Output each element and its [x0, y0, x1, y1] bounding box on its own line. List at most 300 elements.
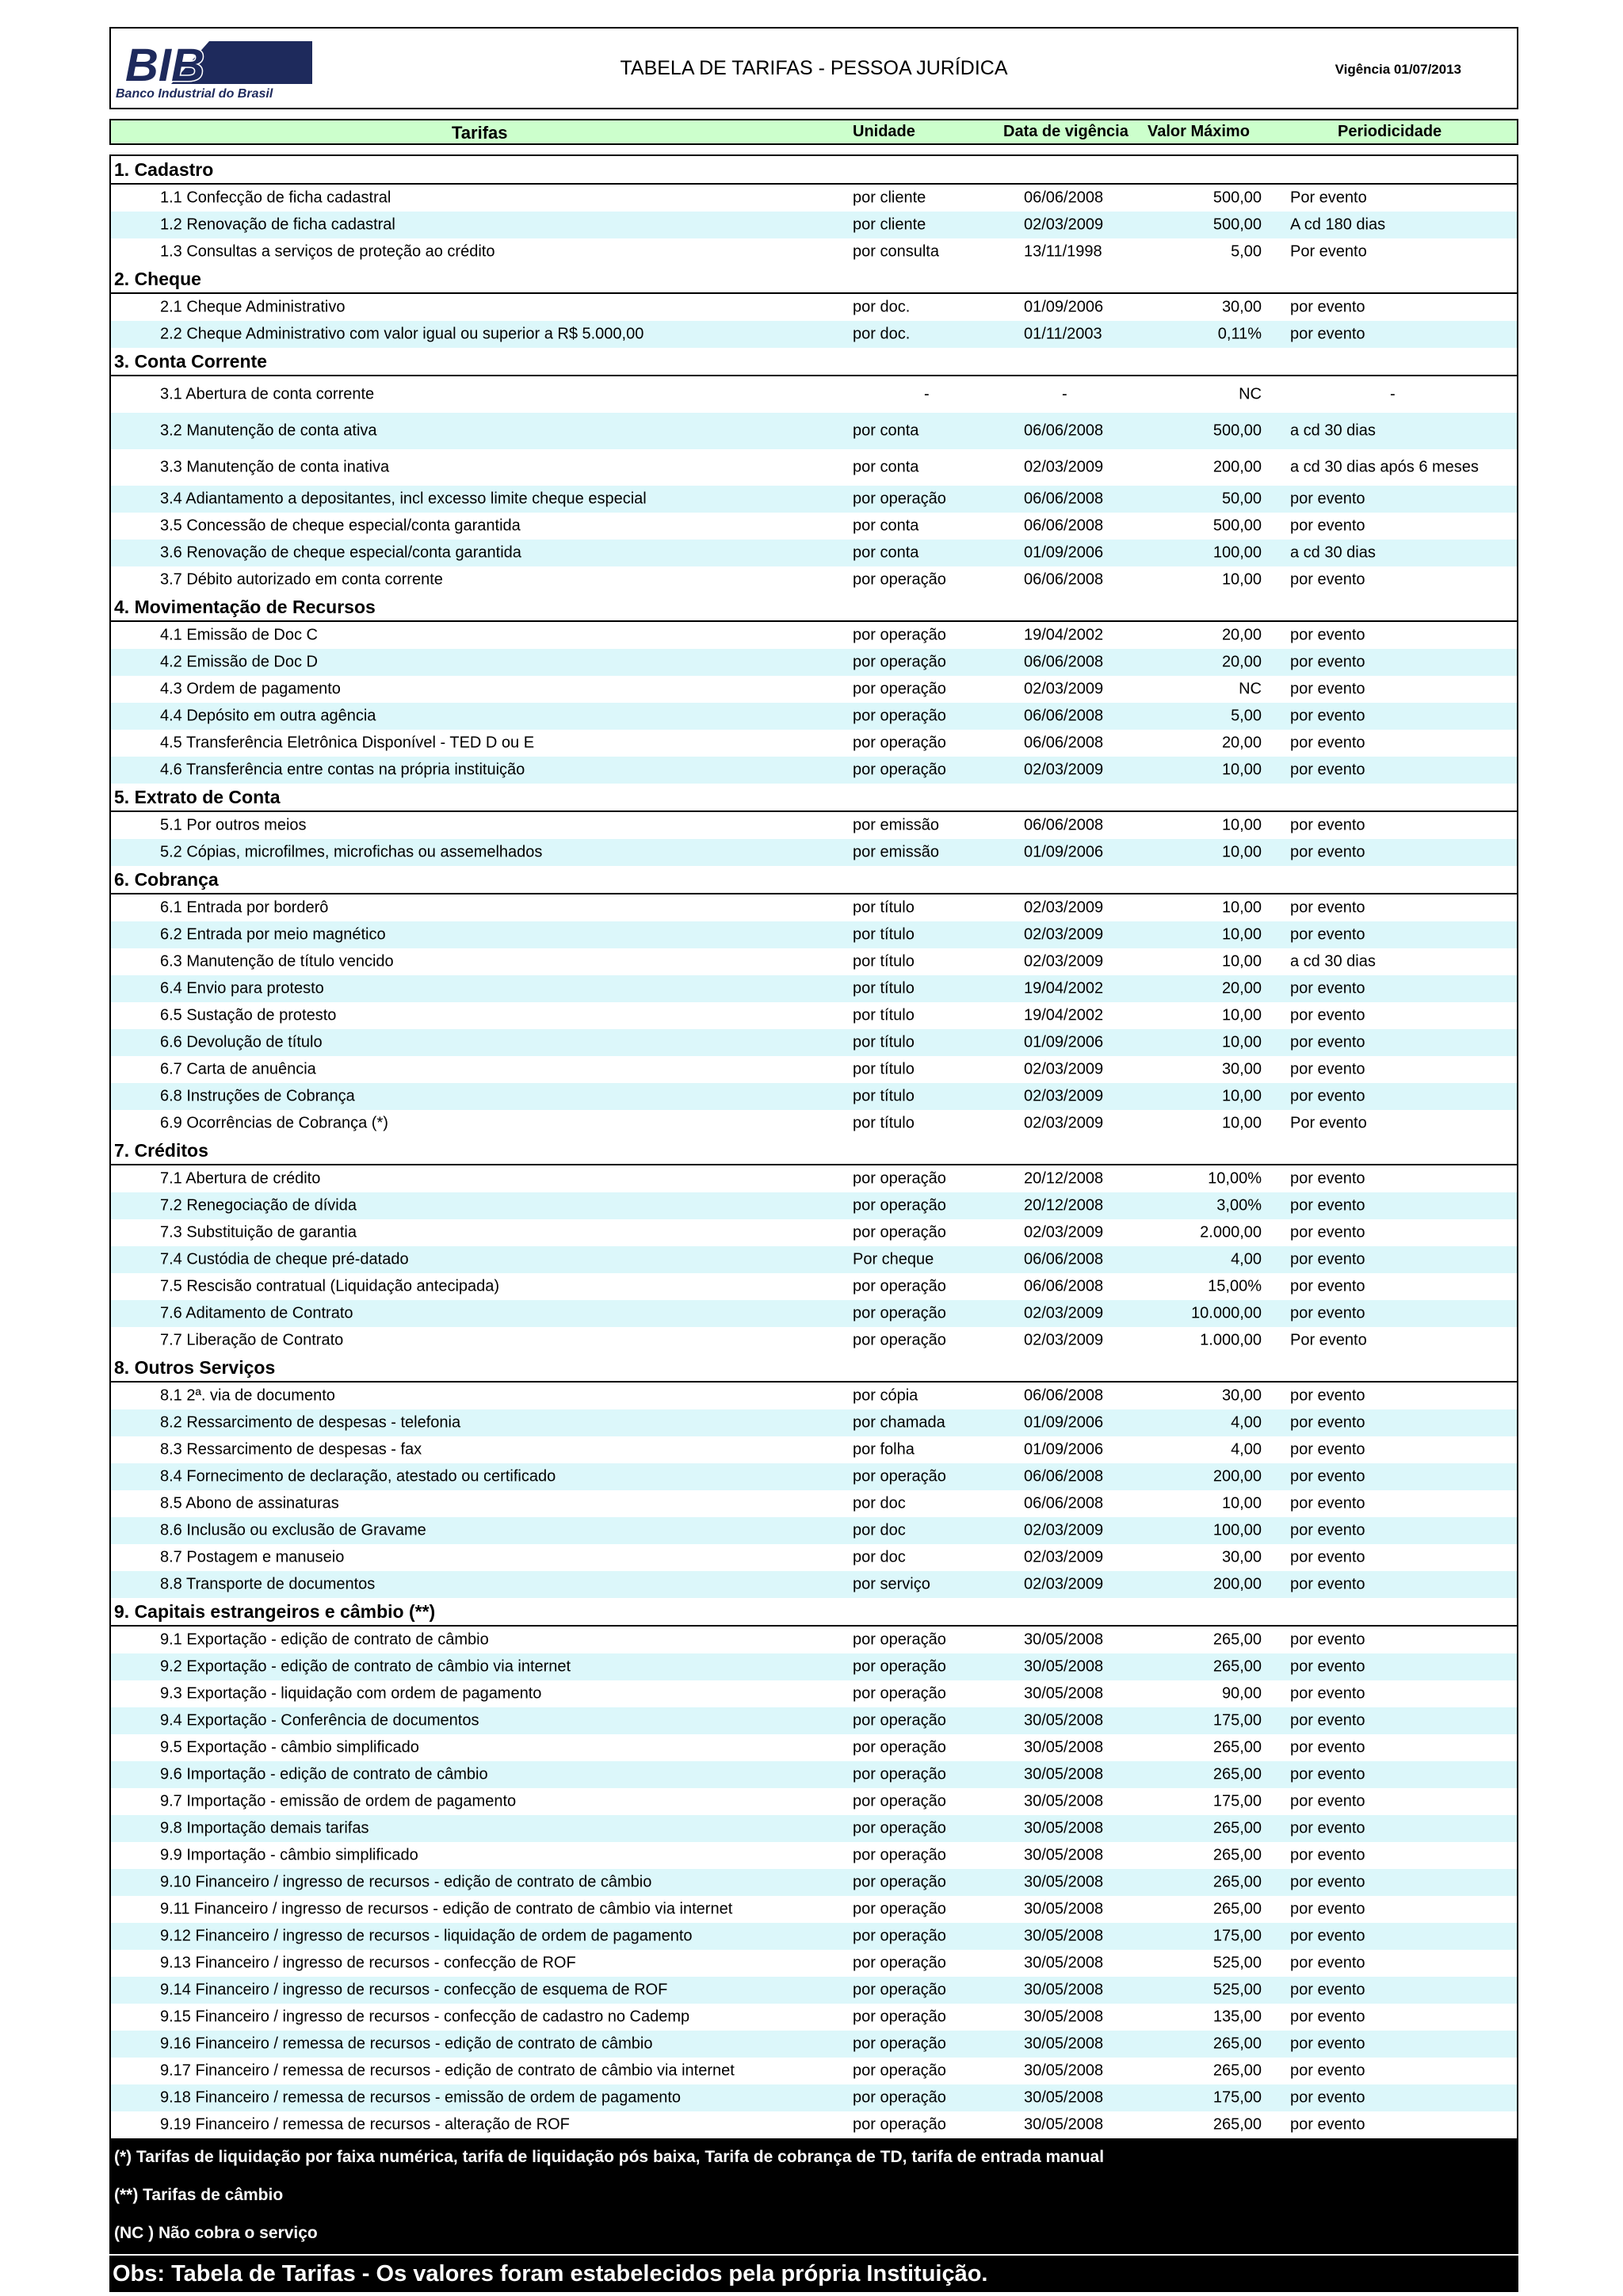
tariff-unit: por folha — [853, 1440, 915, 1459]
tariff-max-value: 10,00 — [1221, 843, 1262, 861]
tariff-max-value: 10,00 — [1221, 1033, 1262, 1051]
tariff-max-value: 10,00 — [1221, 1114, 1262, 1132]
tariff-date: 02/03/2009 — [1024, 1521, 1104, 1539]
tariff-description: 8.3 Ressarcimento de despesas - fax — [160, 1440, 422, 1459]
tariff-unit: por operação — [853, 1277, 946, 1295]
tariff-periodicity: Por evento — [1290, 189, 1367, 207]
tariff-description: 9.14 Financeiro / ingresso de recursos - confecção de esquema de ROF — [160, 1981, 668, 1999]
tariff-date: 30/05/2008 — [1024, 1954, 1104, 1972]
tariff-max-value: 20,00 — [1221, 734, 1262, 752]
observation-note: Obs: Tabela de Tarifas - Os valores foram estabelecidos pela própria Instituição. — [109, 2256, 1518, 2292]
tariff-unit: por doc. — [853, 325, 911, 343]
tariff-date: 30/05/2008 — [1024, 2008, 1104, 2026]
tariff-description: 9.1 Exportação - edição de contrato de câmbio — [160, 1630, 489, 1649]
tariff-periodicity: por evento — [1290, 1467, 1365, 1486]
tariff-date: 02/03/2009 — [1024, 925, 1104, 944]
tariff-description: 1.1 Confecção de ficha cadastral — [160, 189, 391, 207]
tariff-max-value: 265,00 — [1212, 1765, 1262, 1783]
tariff-date: 02/03/2009 — [1024, 898, 1104, 917]
table-row — [111, 1571, 1517, 1598]
tariff-max-value: 265,00 — [1212, 1900, 1262, 1918]
table-row — [111, 894, 1517, 921]
tariff-periodicity: por evento — [1290, 1060, 1365, 1078]
table-row — [111, 1923, 1517, 1950]
tariff-unit: por conta — [853, 517, 919, 535]
tariff-max-value: 175,00 — [1212, 1792, 1262, 1810]
tariff-periodicity: por evento — [1290, 2008, 1365, 2026]
column-header-periodicidade: Periodicidade — [1338, 123, 1442, 140]
tariff-date: 01/09/2006 — [1024, 543, 1104, 562]
tariff-description: 4.5 Transferência Eletrônica Disponível - TED D ou E — [160, 734, 535, 752]
tariff-periodicity: por evento — [1290, 761, 1365, 779]
tariff-max-value: 20,00 — [1221, 626, 1262, 644]
table-row — [111, 238, 1517, 265]
tariff-unit: por título — [853, 1006, 915, 1024]
table-row — [111, 703, 1517, 730]
footnotes — [109, 2138, 1518, 2254]
tariff-date: 06/06/2008 — [1024, 653, 1104, 671]
tariff-max-value: 265,00 — [1212, 2035, 1262, 2053]
tariff-unit: por operação — [853, 1846, 946, 1864]
tariff-unit: por operação — [853, 1684, 946, 1703]
tariff-max-value: 10.000,00 — [1191, 1304, 1262, 1322]
tariff-max-value: 30,00 — [1221, 1060, 1262, 1078]
tariff-periodicity: por evento — [1290, 1765, 1365, 1783]
tariff-unit: por operação — [853, 1331, 946, 1349]
tariff-max-value: 265,00 — [1212, 1738, 1262, 1756]
column-header-unidade: Unidade — [853, 123, 915, 140]
table-row — [111, 566, 1517, 593]
tariff-max-value: 10,00 — [1221, 925, 1262, 944]
tariff-periodicity: por evento — [1290, 1304, 1365, 1322]
tariff-periodicity: por evento — [1290, 517, 1365, 535]
svg-text:BIB: BIB — [125, 40, 204, 91]
tariff-unit: por operação — [853, 2115, 946, 2134]
table-row — [111, 812, 1517, 839]
tariff-max-value: 200,00 — [1212, 1575, 1262, 1593]
table-row — [111, 1869, 1517, 1896]
tariff-date: 30/05/2008 — [1024, 1711, 1104, 1730]
tariff-date: 02/03/2009 — [1024, 458, 1104, 476]
table-row — [111, 1300, 1517, 1327]
tariff-date: 20/12/2008 — [1024, 1169, 1104, 1188]
tariff-date: 02/03/2009 — [1024, 215, 1104, 234]
tariff-description: 6.4 Envio para protesto — [160, 979, 324, 997]
tariff-date: 30/05/2008 — [1024, 1765, 1104, 1783]
tariff-max-value: 200,00 — [1212, 458, 1262, 476]
tariff-date: 30/05/2008 — [1024, 1819, 1104, 1837]
tariff-unit: por operação — [853, 1711, 946, 1730]
table-row — [111, 413, 1517, 449]
tariff-max-value: 10,00 — [1221, 1087, 1262, 1105]
tariff-date: 30/05/2008 — [1024, 1846, 1104, 1864]
tariff-periodicity: por evento — [1290, 570, 1365, 589]
tariff-periodicity: por evento — [1290, 843, 1365, 861]
table-row — [111, 1436, 1517, 1463]
tariff-unit: por operação — [853, 1657, 946, 1676]
tariff-date: 06/06/2008 — [1024, 707, 1104, 725]
tariff-description: 3.1 Abertura de conta corrente — [160, 385, 375, 403]
table-row — [111, 921, 1517, 948]
tariff-periodicity: a cd 30 dias após 6 meses — [1290, 458, 1479, 476]
tariff-date: 30/05/2008 — [1024, 1657, 1104, 1676]
tariff-description: 9.3 Exportação - liquidação com ordem de pagamento — [160, 1684, 542, 1703]
tariff-max-value: 100,00 — [1212, 543, 1262, 562]
tariff-unit: por doc — [853, 1548, 906, 1566]
tariff-date: 30/05/2008 — [1024, 1792, 1104, 1810]
tariff-max-value: 20,00 — [1221, 979, 1262, 997]
tariff-date: 06/06/2008 — [1024, 1494, 1104, 1512]
tariff-unit: por operação — [853, 1765, 946, 1783]
tariff-description: 1.2 Renovação de ficha cadastral — [160, 215, 395, 234]
tariff-date: 30/05/2008 — [1024, 1873, 1104, 1891]
tariff-periodicity: por evento — [1290, 1250, 1365, 1268]
table-row — [111, 2084, 1517, 2111]
tariff-description: 6.7 Carta de anuência — [160, 1060, 316, 1078]
tariff-date: 30/05/2008 — [1024, 2088, 1104, 2107]
tariff-max-value: 500,00 — [1212, 189, 1262, 207]
table-row — [111, 1544, 1517, 1571]
table-row — [111, 1273, 1517, 1300]
tariff-periodicity: por evento — [1290, 1927, 1365, 1945]
tariff-max-value: 135,00 — [1212, 2008, 1262, 2026]
tariff-description: 9.16 Financeiro / remessa de recursos - edição de contrato de câmbio — [160, 2035, 653, 2053]
tariff-max-value: 50,00 — [1221, 490, 1262, 508]
tariff-description: 4.2 Emissão de Doc D — [160, 653, 318, 671]
section-title: 9. Capitais estrangeiros e câmbio (**) — [111, 1598, 1517, 1627]
tariff-unit: por operação — [853, 1792, 946, 1810]
tariff-unit: por cliente — [853, 189, 926, 207]
tariff-description: 4.3 Ordem de pagamento — [160, 680, 341, 698]
table-row — [111, 1653, 1517, 1680]
tariff-unit: por título — [853, 1060, 915, 1078]
tariff-description: 7.6 Aditamento de Contrato — [160, 1304, 353, 1322]
document-header — [109, 27, 1518, 109]
tariff-date: 06/06/2008 — [1024, 734, 1104, 752]
section-title: 5. Extrato de Conta — [111, 784, 1517, 812]
footnote: (NC ) Não cobra o serviço — [114, 2224, 318, 2242]
tariff-unit: por operação — [853, 680, 946, 698]
table-row — [111, 449, 1517, 486]
table-row — [111, 1409, 1517, 1436]
tariff-max-value: 90,00 — [1221, 1684, 1262, 1703]
tariff-periodicity: por evento — [1290, 680, 1365, 698]
tariff-date: 19/04/2002 — [1024, 979, 1104, 997]
tariff-date: 20/12/2008 — [1024, 1196, 1104, 1215]
tariff-description: 8.5 Abono de assinaturas — [160, 1494, 339, 1512]
table-row — [111, 839, 1517, 866]
tariff-description: 6.6 Devolução de título — [160, 1033, 323, 1051]
tariff-max-value: 10,00 — [1221, 570, 1262, 589]
footnote: (*) Tarifas de liquidação por faixa numérica, tarifa de liquidação pós baixa, Tarifa de cobrança de TD, tarifa de entrada manual — [114, 2148, 1105, 2166]
table-row — [111, 486, 1517, 513]
tariff-periodicity: por evento — [1290, 898, 1365, 917]
tariff-unit: por título — [853, 898, 915, 917]
tariff-max-value: 1.000,00 — [1200, 1331, 1262, 1349]
tariff-description: 8.2 Ressarcimento de despesas - telefonia — [160, 1413, 461, 1432]
page-title: TABELA DE TARIFAS - PESSOA JURÍDICA — [620, 57, 1008, 79]
tariff-description: 9.17 Financeiro / remessa de recursos - edição de contrato de câmbio via internet — [160, 2061, 735, 2080]
tariff-date: 02/03/2009 — [1024, 1060, 1104, 1078]
section-title: 6. Cobrança — [111, 866, 1517, 894]
tariff-periodicity: por evento — [1290, 1873, 1365, 1891]
table-row — [111, 1083, 1517, 1110]
tariff-description: 1.3 Consultas a serviços de proteção ao crédito — [160, 242, 495, 261]
tariff-date: 30/05/2008 — [1024, 1900, 1104, 1918]
tariff-max-value: 265,00 — [1212, 1819, 1262, 1837]
section-title: 1. Cadastro — [111, 156, 1517, 185]
tariff-max-value: 265,00 — [1212, 1846, 1262, 1864]
tariff-date: 02/03/2009 — [1024, 1114, 1104, 1132]
tariff-description: 9.18 Financeiro / remessa de recursos - emissão de ordem de pagamento — [160, 2088, 682, 2107]
tariff-periodicity: por evento — [1290, 1657, 1365, 1676]
tariff-description: 8.4 Fornecimento de declaração, atestado ou certificado — [160, 1467, 556, 1486]
tariff-max-value: 20,00 — [1221, 653, 1262, 671]
table-row — [111, 321, 1517, 348]
tariff-date: 30/05/2008 — [1024, 2035, 1104, 2053]
table-row — [111, 1327, 1517, 1354]
tariff-unit: por operação — [853, 1738, 946, 1756]
tariff-description: 2.1 Cheque Administrativo — [160, 298, 346, 316]
tariff-unit: por emissão — [853, 843, 939, 861]
tariff-unit: por operação — [853, 1630, 946, 1649]
table-row — [111, 1815, 1517, 1842]
tariff-description: 3.4 Adiantamento a depositantes, incl excesso limite cheque especial — [160, 490, 647, 508]
tariff-max-value: 4,00 — [1231, 1413, 1262, 1432]
tariff-unit: por chamada — [853, 1413, 945, 1432]
tariff-max-value: 500,00 — [1212, 215, 1262, 234]
tariff-unit: por operação — [853, 761, 946, 779]
table-row — [111, 1896, 1517, 1923]
section-title: 2. Cheque — [111, 265, 1517, 294]
tariff-unit: por cliente — [853, 215, 926, 234]
table-row — [111, 1734, 1517, 1761]
tariff-unit: por operação — [853, 1819, 946, 1837]
footnote: (**) Tarifas de câmbio — [114, 2186, 284, 2204]
tariff-periodicity: por evento — [1290, 707, 1365, 725]
tariff-max-value: 10,00 — [1221, 952, 1262, 971]
table-row — [111, 2004, 1517, 2031]
tariff-unit: por operação — [853, 734, 946, 752]
tariff-unit: por operação — [853, 653, 946, 671]
tariff-description: 4.4 Depósito em outra agência — [160, 707, 376, 725]
tariff-max-value: 175,00 — [1212, 1927, 1262, 1945]
tariff-date: 06/06/2008 — [1024, 517, 1104, 535]
tariff-description: 3.3 Manutenção de conta inativa — [160, 458, 390, 476]
tariff-periodicity: por evento — [1290, 1277, 1365, 1295]
tariff-max-value: 525,00 — [1212, 1981, 1262, 1999]
tariff-periodicity: por evento — [1290, 1006, 1365, 1024]
table-row — [111, 649, 1517, 676]
tariff-unit: por doc. — [853, 298, 911, 316]
tariff-periodicity: Por evento — [1290, 1331, 1367, 1349]
table-row — [111, 2031, 1517, 2058]
table-row — [111, 1246, 1517, 1273]
tariff-max-value: 10,00 — [1221, 1006, 1262, 1024]
tariff-description: 9.9 Importação - câmbio simplificado — [160, 1846, 418, 1864]
table-row — [111, 376, 1517, 413]
column-header-data: Data de vigência — [1003, 123, 1128, 140]
tariff-periodicity: A cd 180 dias — [1290, 215, 1386, 234]
tariff-unit: por título — [853, 925, 915, 944]
tariff-max-value: 3,00% — [1216, 1196, 1262, 1215]
table-row — [111, 1165, 1517, 1192]
tariff-date: 06/06/2008 — [1024, 1250, 1104, 1268]
table-row — [111, 948, 1517, 975]
tariff-date: 06/06/2008 — [1024, 570, 1104, 589]
tariff-periodicity: por evento — [1290, 1386, 1365, 1405]
tariff-periodicity: a cd 30 dias — [1290, 952, 1376, 971]
tariff-periodicity: por evento — [1290, 1521, 1365, 1539]
table-row — [111, 513, 1517, 540]
tariff-unit: por título — [853, 952, 915, 971]
tariff-unit: por operação — [853, 2035, 946, 2053]
tariff-max-value: 10,00 — [1221, 1494, 1262, 1512]
tariff-unit: por emissão — [853, 816, 939, 834]
tariff-periodicity: por evento — [1290, 626, 1365, 644]
tariff-max-value: 175,00 — [1212, 2088, 1262, 2107]
tariff-description: 9.10 Financeiro / ingresso de recursos - edição de contrato de câmbio — [160, 1873, 652, 1891]
tariff-description: 7.2 Renegociação de dívida — [160, 1196, 357, 1215]
tariff-periodicity: por evento — [1290, 1033, 1365, 1051]
tariff-date: 01/09/2006 — [1024, 1440, 1104, 1459]
tariff-sheet — [109, 27, 1518, 2292]
table-row — [111, 622, 1517, 649]
tariff-max-value: 30,00 — [1221, 298, 1262, 316]
tariff-periodicity: por evento — [1290, 734, 1365, 752]
column-header-valor: Valor Máximo — [1148, 123, 1250, 140]
tariff-date: 01/09/2006 — [1024, 298, 1104, 316]
tariff-max-value: 10,00 — [1221, 816, 1262, 834]
tariff-description: 9.4 Exportação - Conferência de documentos — [160, 1711, 479, 1730]
tariff-periodicity: a cd 30 dias — [1290, 421, 1376, 440]
table-row — [111, 1977, 1517, 2004]
tariff-periodicity: por evento — [1290, 2088, 1365, 2107]
tariff-periodicity: por evento — [1290, 1548, 1365, 1566]
tariff-max-value: 500,00 — [1212, 421, 1262, 440]
tariff-description: 9.8 Importação demais tarifas — [160, 1819, 369, 1837]
tariff-unit: por operação — [853, 1927, 946, 1945]
tariff-description: 9.15 Financeiro / ingresso de recursos - confecção de cadastro no Cademp — [160, 2008, 690, 2026]
tariff-unit: por título — [853, 979, 915, 997]
tariff-description: 3.5 Concessão de cheque especial/conta garantida — [160, 517, 521, 535]
tariff-max-value: 0,11% — [1217, 325, 1262, 343]
tariff-date: 01/09/2006 — [1024, 1413, 1104, 1432]
tariff-periodicity: por evento — [1290, 1738, 1365, 1756]
tariff-table — [109, 154, 1518, 2138]
column-header-tarifas: Tarifas — [452, 123, 508, 143]
table-row — [111, 1842, 1517, 1869]
tariff-periodicity: por evento — [1290, 1630, 1365, 1649]
tariff-periodicity: por evento — [1290, 298, 1365, 316]
tariff-description: 9.11 Financeiro / ingresso de recursos - edição de contrato de câmbio via internet — [160, 1900, 733, 1918]
tariff-unit: por operação — [853, 1467, 946, 1486]
tariff-periodicity: por evento — [1290, 816, 1365, 834]
tariff-unit: por título — [853, 1033, 915, 1051]
tariff-description: 4.1 Emissão de Doc C — [160, 626, 318, 644]
tariff-date: 19/04/2002 — [1024, 1006, 1104, 1024]
tariff-description: 9.19 Financeiro / remessa de recursos - alteração de ROF — [160, 2115, 570, 2134]
tariff-periodicity: por evento — [1290, 1413, 1365, 1432]
tariff-periodicity: por evento — [1290, 1196, 1365, 1215]
tariff-description: 9.5 Exportação - câmbio simplificado — [160, 1738, 419, 1756]
tariff-max-value: 10,00% — [1208, 1169, 1262, 1188]
tariff-periodicity: por evento — [1290, 325, 1365, 343]
tariff-periodicity: por evento — [1290, 2115, 1365, 2134]
tariff-description: 9.7 Importação - emissão de ordem de pagamento — [160, 1792, 517, 1810]
tariff-date: 06/06/2008 — [1024, 1277, 1104, 1295]
tariff-periodicity: por evento — [1290, 1981, 1365, 1999]
section-title: 4. Movimentação de Recursos — [111, 593, 1517, 622]
section-title: 3. Conta Corrente — [111, 348, 1517, 376]
column-header-row — [109, 119, 1518, 145]
tariff-unit: por consulta — [853, 242, 939, 261]
tariff-unit: por operação — [853, 2088, 946, 2107]
tariff-date: 06/06/2008 — [1024, 816, 1104, 834]
tariff-date: 02/03/2009 — [1024, 1575, 1104, 1593]
tariff-unit: por conta — [853, 458, 919, 476]
tariff-periodicity: por evento — [1290, 1169, 1365, 1188]
tariff-description: 5.1 Por outros meios — [160, 816, 307, 834]
tariff-date: 30/05/2008 — [1024, 2115, 1104, 2134]
table-row — [111, 1029, 1517, 1056]
tariff-periodicity: por evento — [1290, 1575, 1365, 1593]
table-row — [111, 975, 1517, 1002]
tariff-unit: - — [924, 385, 930, 403]
tariff-max-value: 5,00 — [1231, 242, 1262, 261]
section-title: 8. Outros Serviços — [111, 1354, 1517, 1383]
table-row — [111, 1110, 1517, 1137]
tariff-unit: por operação — [853, 1954, 946, 1972]
tariff-max-value: 30,00 — [1221, 1386, 1262, 1405]
tariff-unit: por operação — [853, 1304, 946, 1322]
tariff-periodicity: por evento — [1290, 1900, 1365, 1918]
vigencia-date: Vigência 01/07/2013 — [1335, 62, 1461, 77]
tariff-date: 06/06/2008 — [1024, 1386, 1104, 1405]
tariff-unit: por operação — [853, 626, 946, 644]
tariff-description: 7.5 Rescisão contratual (Liquidação antecipada) — [160, 1277, 500, 1295]
tariff-periodicity: Por evento — [1290, 1114, 1367, 1132]
table-row — [111, 730, 1517, 757]
tariff-periodicity: por evento — [1290, 979, 1365, 997]
tariff-unit: por operação — [853, 490, 946, 508]
table-row — [111, 294, 1517, 321]
tariff-max-value: 4,00 — [1231, 1250, 1262, 1268]
section-title: 7. Créditos — [111, 1137, 1517, 1165]
tariff-description: 6.9 Ocorrências de Cobrança (*) — [160, 1114, 388, 1132]
tariff-date: 02/03/2009 — [1024, 1331, 1104, 1349]
table-row — [111, 1056, 1517, 1083]
table-row — [111, 1680, 1517, 1707]
tariff-description: 8.8 Transporte de documentos — [160, 1575, 376, 1593]
tariff-periodicity: por evento — [1290, 925, 1365, 944]
tariff-unit: por cópia — [853, 1386, 918, 1405]
tariff-date: 06/06/2008 — [1024, 421, 1104, 440]
table-row — [111, 1490, 1517, 1517]
tariff-max-value: 265,00 — [1212, 2061, 1262, 2080]
tariff-date: - — [1062, 385, 1067, 403]
tariff-unit: por operação — [853, 707, 946, 725]
tariff-periodicity: por evento — [1290, 1954, 1365, 1972]
tariff-max-value: 30,00 — [1221, 1548, 1262, 1566]
tariff-date: 02/03/2009 — [1024, 1087, 1104, 1105]
tariff-max-value: NC — [1239, 385, 1262, 403]
tariff-unit: por operação — [853, 570, 946, 589]
table-row — [111, 1383, 1517, 1409]
tariff-date: 02/03/2009 — [1024, 680, 1104, 698]
tariff-description: 9.2 Exportação - edição de contrato de câmbio via internet — [160, 1657, 571, 1676]
tariff-description: 8.6 Inclusão ou exclusão de Gravame — [160, 1521, 426, 1539]
